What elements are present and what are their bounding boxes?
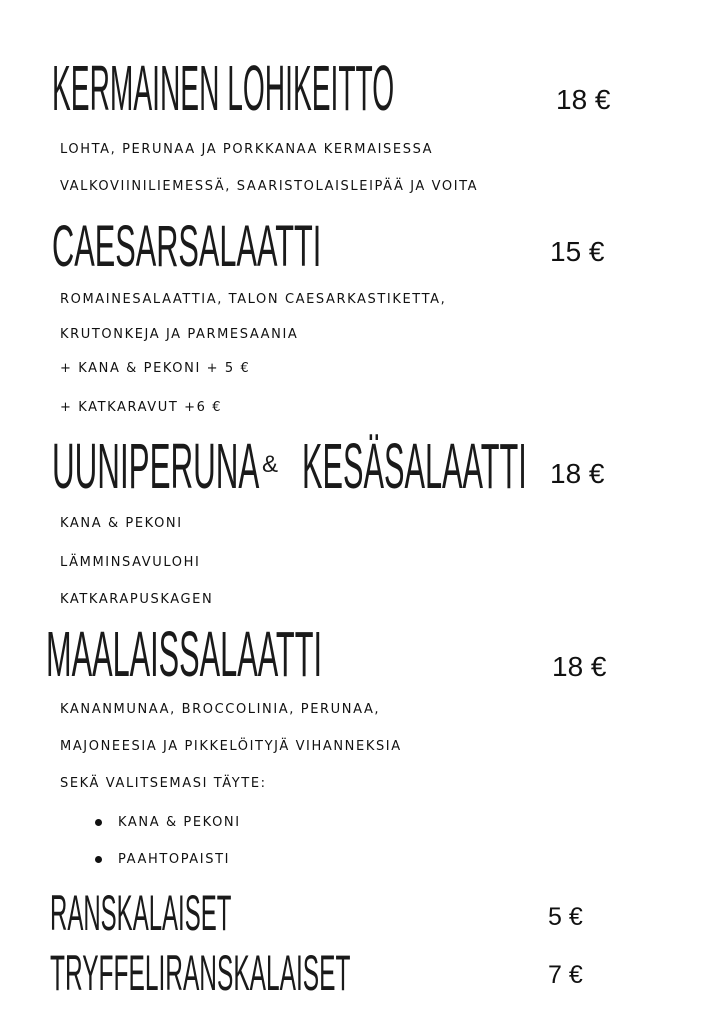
dish-title-uuniperuna: UUNIPERUNA <box>52 430 260 502</box>
bullet-dot-icon <box>95 819 102 826</box>
description-line: ROMAINESALAATTIA, TALON CAESARKASTIKETTA, <box>60 292 447 307</box>
option-line: LÄMMINSAVULOHI <box>60 555 201 570</box>
dish-title-tryffeliranskalaiset: TRYFFELIRANSKALAISET <box>50 945 351 1001</box>
bullet-dot-icon <box>95 856 102 863</box>
addon-line: + KATKARAVUT +6 € <box>60 400 223 415</box>
dish-title-caesarsalaatti: CAESARSALAATTI <box>52 214 322 279</box>
price-kermainen-lohikeitto: 18 € <box>556 84 611 115</box>
bullet-item: KANA & PEKONI <box>118 815 241 830</box>
dish-title-ranskalaiset: RANSKALAISET <box>50 885 232 941</box>
description-line: MAJONEESIA JA PIKKELÖITYJÄ VIHANNEKSIA <box>60 739 402 754</box>
option-line: KATKARAPUSKAGEN <box>60 592 214 607</box>
bullet-item: PAAHTOPAISTI <box>118 852 231 867</box>
price-maalaissalaatti: 18 € <box>552 651 607 682</box>
price-tryffeliranskalaiset: 7 € <box>548 961 583 989</box>
description-line: LOHTA, PERUNAA JA PORKKANAA KERMAISESSA <box>60 142 434 157</box>
addon-line: + KANA & PEKONI + 5 € <box>60 361 251 376</box>
price-caesarsalaatti: 15 € <box>550 236 605 267</box>
description-line: SEKÄ VALITSEMASI TÄYTE: <box>60 776 267 791</box>
description-line: KRUTONKEJA JA PARMESAANIA <box>60 327 299 342</box>
description-line: VALKOVIINILIEMESSÄ, SAARISTOLAISLEIPÄÄ JA VOITA <box>60 179 479 194</box>
price-uuniperuna-kesasalaatti: 18 € <box>550 458 605 489</box>
dish-title-kesasalaatti: KESÄSALAATTI <box>302 430 527 502</box>
description-line: KANANMUNAA, BROCCOLINIA, PERUNAA, <box>60 702 381 717</box>
dish-title-kermainen-lohikeitto: KERMAINEN LOHIKEITTO <box>52 52 395 124</box>
ampersand-glyph: & <box>262 451 279 478</box>
price-ranskalaiset: 5 € <box>548 903 583 931</box>
dish-title-maalaissalaatti: MAALAISSALAATTI <box>46 618 322 690</box>
option-line: KANA & PEKONI <box>60 516 183 531</box>
